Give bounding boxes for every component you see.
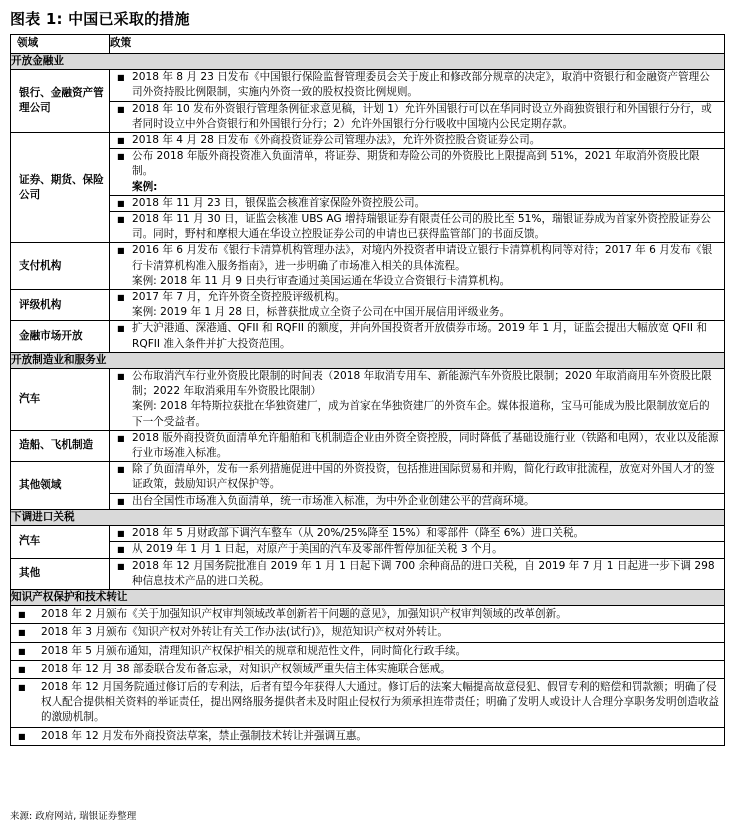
policy-text: 2018 年 11 月 30 日，证监会核准 UBS AG 增持瑞银证券有限责任公司的股比至 51%，瑞银证券成为首家外资控股证券公司。同时，野村和摩根大通在华设立控股证券公司的申请也已获得监管部门的书面反馈。 — [132, 213, 711, 241]
policy-cell — [110, 290, 725, 321]
policy-item — [110, 542, 724, 557]
policy-text: 2018 年 11 月 23 日，银保监会核准首家保险外资控股公司。 — [132, 196, 426, 209]
domain-label: 汽车 — [11, 369, 110, 431]
policy-row — [11, 149, 725, 196]
policy-text: 2018 年 5 月财政部下调汽车整车（从 20%/25%降至 15%）和零部件（降至 6%）进口关税。 — [132, 527, 585, 540]
table-header-row — [11, 35, 725, 54]
domain-label: 造船、飞机制造 — [11, 430, 110, 461]
section-header-row — [11, 589, 725, 605]
policy-text: 2018 年 8 月 23 日发布《中国银行保险监督管理委员会关于废止和修改部分规章的决定》，取消中资银行和金融资产管理公司外资持股比例限制，实施内外资一致的股权投资比例规则。 — [132, 71, 710, 99]
policy-table-body — [11, 35, 725, 746]
ip-cell — [11, 678, 725, 727]
policy-cell — [110, 243, 725, 290]
policy-item — [110, 526, 724, 541]
ip-cell — [11, 624, 725, 642]
bullet-icon: ■ — [117, 293, 125, 303]
bullet-icon: ■ — [117, 215, 125, 225]
policy-row — [11, 493, 725, 509]
bullet-icon: ■ — [117, 433, 125, 443]
case-note: 案例: 2019 年 1 月 28 日，标普获批成立全资子公司在中国开展信用评级业务。 — [132, 306, 511, 319]
policy-row — [11, 558, 725, 589]
policy-item — [110, 290, 724, 305]
ip-item — [11, 661, 724, 678]
header-policy: 政策 — [110, 35, 725, 54]
policy-text: 2018 年 12 月国务院批准自 2019 年 1 月 1 日起下调 700 余种商品的进口关税，自 2019 年 7 月 1 日起进一步下调 298 种信息技术产品的进口关税。 — [132, 559, 715, 587]
domain-label: 支付机构 — [11, 243, 110, 290]
policy-cell — [110, 369, 725, 431]
policy-row — [11, 430, 725, 461]
ip-row — [11, 642, 725, 660]
policy-text: 从 2019 年 1 月 1 日起，对原产于美国的汽车及零部件暂停加征关税 3 个月。 — [132, 543, 503, 556]
policy-row — [11, 70, 725, 101]
ip-row — [11, 606, 725, 624]
policy-text: 公布取消汽车行业外资股比限制的时间表（2018 年取消专用车、新能源汽车外资股比限制；2020 年取消商用车外资股比限制；2022 年取消乘用车外资股比限制） — [132, 370, 712, 398]
policy-item — [110, 243, 724, 273]
ip-item — [11, 624, 724, 641]
case-note: 案例: 2018 年特斯拉获批在华独资建厂，成为首家在华独资建厂的外资车企。媒体报道称，宝马可能成为股比限制放宽后的下一个受益者。 — [132, 400, 710, 428]
bullet-icon: ■ — [18, 664, 26, 674]
policy-item — [110, 321, 724, 351]
policy-text: 公布 2018 年版外商投资准入负面清单，将证券、期货和寿险公司的外资股比上限提高到 51%，2021 年取消外资股比限制。 — [132, 150, 700, 178]
ip-cell — [11, 642, 725, 660]
bullet-icon: ■ — [117, 73, 125, 83]
bullet-icon: ■ — [117, 246, 125, 256]
section-title: 下调进口关税 — [11, 509, 725, 525]
policy-row — [11, 542, 725, 558]
policy-row — [11, 321, 725, 352]
policy-row — [11, 526, 725, 542]
section-title: 知识产权保护和技术转让 — [11, 589, 725, 605]
bullet-icon: ■ — [18, 646, 26, 656]
ip-cell — [11, 727, 725, 745]
policy-item — [110, 196, 724, 211]
policy-text: 2016 年 6 月发布《银行卡清算机构管理办法》，对境内外投资者申请设立银行卡清算机构同等对待；2017 年 6 月发布《银行卡清算机构准入服务指南》，进一步明确了市场准入相关的具体流程。 — [132, 244, 713, 272]
policy-row — [11, 462, 725, 493]
domain-label: 其他 — [11, 558, 110, 589]
section-title: 开放制造业和服务业 — [11, 352, 725, 368]
case-note: 案例: 2018 年 11 月 9 日央行审查通过美国运通在华设立合资银行卡清算机构。 — [132, 274, 511, 287]
policy-cell — [110, 212, 725, 243]
policy-cell — [110, 430, 725, 461]
policy-text: 2018 年 10 发布外资银行管理条例征求意见稿，计划 1）允许外国银行可以在华同时设立外商独资银行和外国银行分行，或者同时设立中外合资银行和外国银行分行；2）允许外国银行分行吸收中国境内公民定期存款。 — [132, 102, 712, 130]
bullet-icon: ■ — [18, 731, 26, 741]
bullet-icon: ■ — [117, 545, 125, 555]
ip-text: 2018 年 5 月颁布通知，清理知识产权保护相关的规章和规范性文件，同时简化行政手续。 — [41, 644, 467, 657]
ip-item — [11, 643, 724, 660]
policy-cell — [110, 542, 725, 558]
ip-text: 2018 年 12 月 38 部委联合发布备忘录，对知识产权领域严重失信主体实施联合惩戒。 — [41, 662, 451, 675]
bullet-icon: ■ — [117, 496, 125, 506]
domain-label: 银行、金融资产管理公司 — [11, 70, 110, 133]
policy-row — [11, 290, 725, 321]
policy-item — [110, 494, 724, 509]
policy-text: 2017 年 7 月，允许外资全资控股评级机构。 — [132, 291, 346, 304]
bullet-icon: ■ — [18, 610, 26, 620]
bullet-icon: ■ — [117, 372, 125, 382]
policy-item — [110, 212, 724, 242]
ip-cell — [11, 660, 725, 678]
domain-label: 其他领域 — [11, 462, 110, 510]
bullet-icon: ■ — [117, 529, 125, 539]
policy-item — [110, 133, 724, 148]
bullet-icon: ■ — [117, 561, 125, 571]
policy-item — [110, 102, 724, 132]
ip-item — [11, 606, 724, 623]
policy-row — [11, 369, 725, 431]
ip-item — [11, 679, 724, 727]
header-domain: 领域 — [11, 35, 110, 54]
policy-row — [11, 212, 725, 243]
policy-text: 除了负面清单外，发布一系列措施促进中国的外资投资，包括推进国际贸易和并购，简化行政审批流程，放宽对外国人才的签证政策，鼓励知识产权保护等。 — [132, 463, 715, 491]
bullet-icon: ■ — [117, 324, 125, 334]
policy-item — [110, 431, 724, 461]
ip-row — [11, 660, 725, 678]
policy-cell — [110, 558, 725, 589]
figure-title: 图表 1: 中国已采取的措施 — [10, 10, 190, 28]
bullet-icon: ■ — [117, 152, 125, 162]
bullet-icon: ■ — [117, 198, 125, 208]
policy-cell — [110, 195, 725, 211]
policy-cell — [110, 321, 725, 352]
policy-row — [11, 133, 725, 149]
policy-item — [110, 70, 724, 100]
policy-cell — [110, 149, 725, 196]
domain-label: 汽车 — [11, 526, 110, 558]
domain-label: 金融市场开放 — [11, 321, 110, 352]
section-header-row — [11, 509, 725, 525]
domain-label: 评级机构 — [11, 290, 110, 321]
case-note: 案例: — [132, 180, 158, 193]
policy-cell — [110, 462, 725, 493]
source-note: 来源: 政府网站, 瑞银证券整理 — [10, 811, 137, 822]
section-header-row — [11, 352, 725, 368]
policy-cell — [110, 133, 725, 149]
policy-row — [11, 101, 725, 132]
policy-item — [110, 559, 724, 589]
policy-table — [10, 34, 725, 746]
ip-text: 2018 年 3 月颁布《知识产权对外转让有关工作办法(试行)》，规范知识产权对外转让。 — [41, 626, 448, 639]
ip-text: 2018 年 12 月国务院通过修订后的专利法，后者有望今年获得人大通过。修订后的法案大幅提高故意侵犯、假冒专利的赔偿和罚款额；明确了侵权人配合提供相关资料的举证责任，提出网络服务提供者未及时阻止侵权行为须承担连带责任；明确了发明人或设计人合理分享职务发明创造收益的激励机制。 — [41, 680, 719, 724]
bullet-icon: ■ — [18, 628, 26, 638]
policy-cell — [110, 70, 725, 101]
ip-cell — [11, 606, 725, 624]
policy-row — [11, 195, 725, 211]
ip-item — [11, 728, 724, 745]
policy-text: 出台全国性市场准入负面清单，统一市场准入标准，为中外企业创建公平的营商环境。 — [132, 494, 535, 507]
bullet-icon: ■ — [117, 104, 125, 114]
ip-row — [11, 727, 725, 745]
ip-row — [11, 624, 725, 642]
policy-item — [110, 462, 724, 492]
section-header-row — [11, 54, 725, 70]
policy-row — [11, 243, 725, 290]
ip-text: 2018 年 12 月发布外商投资法草案，禁止强制技术转让并强调互惠。 — [41, 729, 367, 742]
policy-item — [110, 369, 724, 399]
policy-cell — [110, 101, 725, 132]
policy-cell — [110, 526, 725, 542]
section-title: 开放金融业 — [11, 54, 725, 70]
bullet-icon: ■ — [117, 136, 125, 146]
ip-row — [11, 678, 725, 727]
policy-item — [110, 149, 724, 179]
policy-text: 扩大沪港通、深港通、QFII 和 RQFII 的额度，并向外国投资者开放债券市场。2019 年 1 月，证监会提出大幅放宽 QFII 和 RQFII 准入条件并扩大投资范围。 — [132, 322, 707, 350]
policy-text: 2018 年 4 月 28 日发布《外商投资证券公司管理办法》，允许外资控股合资证券公司。 — [132, 134, 541, 147]
domain-label: 证券、期货、保险公司 — [11, 133, 110, 243]
ip-text: 2018 年 2 月颁布《关于加强知识产权审判领域改革创新若干问题的意见》，加强知识产权审判领域的改革创新。 — [41, 608, 567, 621]
bullet-icon: ■ — [117, 465, 125, 475]
bullet-icon: ■ — [18, 682, 26, 692]
policy-cell — [110, 493, 725, 509]
policy-text: 2018 版外商投资负面清单允许船舶和飞机制造企业由外资全资控股，同时降低了基础设施行业（铁路和电网），农业以及能源行业市场准入标准。 — [132, 431, 719, 460]
